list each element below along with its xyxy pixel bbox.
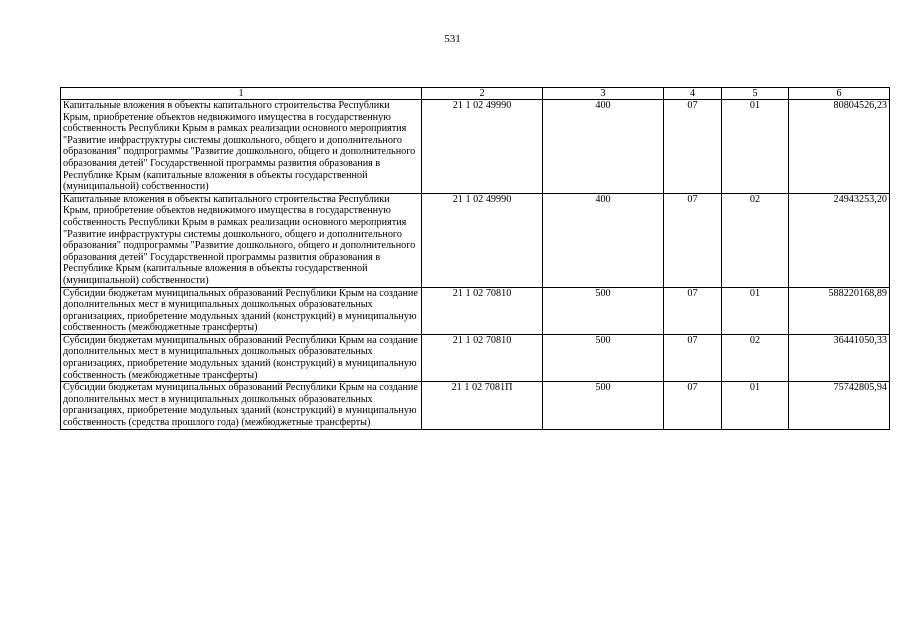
row-name: Субсидии бюджетам муниципальных образований Республики Крым на создание дополнительных мест в муниципальных дошкольных образовательных организациях, приобретение модульных зданий (конструкций) в муниципальную собственность (средства прошлого года) (межбюджетные трансферты) — [61, 382, 422, 429]
row-subsection: 02 — [722, 334, 789, 381]
row-section: 07 — [664, 193, 722, 287]
page-number: 531 — [444, 33, 461, 45]
table-row — [61, 334, 890, 381]
column-header-6: 6 — [789, 88, 890, 100]
row-code: 21 1 02 49990 — [422, 100, 543, 194]
row-name: Капитальные вложения в объекты капитального строительства Республики Крым, приобретение объектов недвижимого имущества в государственную собственность Республики Крым в рамках реализации основного мероприятия "Развитие инфраструктуры системы дошкольного, общего и дополнительного образования" подпрограммы "Развитие дошкольного, общего и дополнительного образования детей" Государственной программы развития образования в Республике Крым (капитальные вложения в объекты государственной (муниципальной) собственности) — [61, 193, 422, 287]
row-name: Капитальные вложения в объекты капитального строительства Республики Крым, приобретение объектов недвижимого имущества в государственную собственность Республики Крым в рамках реализации основного мероприятия "Развитие инфраструктуры системы дошкольного, общего и дополнительного образования" подпрограммы "Развитие дошкольного, общего и дополнительного образования детей" Государственной программы развития образования в Республике Крым (капитальные вложения в объекты государственной (муниципальной) собственности) — [61, 100, 422, 194]
table-header-row — [61, 88, 890, 100]
row-amount: 75742805,94 — [789, 382, 890, 429]
budget-table — [60, 87, 890, 430]
table-row — [61, 382, 890, 429]
row-section: 07 — [664, 287, 722, 334]
table-row — [61, 100, 890, 194]
row-amount: 80804526,23 — [789, 100, 890, 194]
row-type: 500 — [543, 287, 664, 334]
column-header-5: 5 — [722, 88, 789, 100]
row-code: 21 1 02 7081П — [422, 382, 543, 429]
row-amount: 588220168,89 — [789, 287, 890, 334]
table-row — [61, 193, 890, 287]
row-subsection: 02 — [722, 193, 789, 287]
row-section: 07 — [664, 382, 722, 429]
row-subsection: 01 — [722, 287, 789, 334]
row-code: 21 1 02 70810 — [422, 334, 543, 381]
column-header-2: 2 — [422, 88, 543, 100]
column-header-3: 3 — [543, 88, 664, 100]
row-amount: 36441050,33 — [789, 334, 890, 381]
column-header-4: 4 — [664, 88, 722, 100]
row-type: 500 — [543, 382, 664, 429]
table-row — [61, 287, 890, 334]
column-header-1: 1 — [61, 88, 422, 100]
row-type: 400 — [543, 193, 664, 287]
row-code: 21 1 02 70810 — [422, 287, 543, 334]
row-type: 400 — [543, 100, 664, 194]
row-section: 07 — [664, 334, 722, 381]
row-section: 07 — [664, 100, 722, 194]
row-type: 500 — [543, 334, 664, 381]
row-code: 21 1 02 49990 — [422, 193, 543, 287]
row-subsection: 01 — [722, 382, 789, 429]
row-name: Субсидии бюджетам муниципальных образований Республики Крым на создание дополнительных мест в муниципальных дошкольных образовательных организациях, приобретение модульных зданий (конструкций) в муниципальную собственность (межбюджетные трансферты) — [61, 287, 422, 334]
row-amount: 24943253,20 — [789, 193, 890, 287]
row-subsection: 01 — [722, 100, 789, 194]
row-name: Субсидии бюджетам муниципальных образований Республики Крым на создание дополнительных мест в муниципальных дошкольных образовательных организациях, приобретение модульных зданий (конструкций) в муниципальную собственность (межбюджетные трансферты) — [61, 334, 422, 381]
